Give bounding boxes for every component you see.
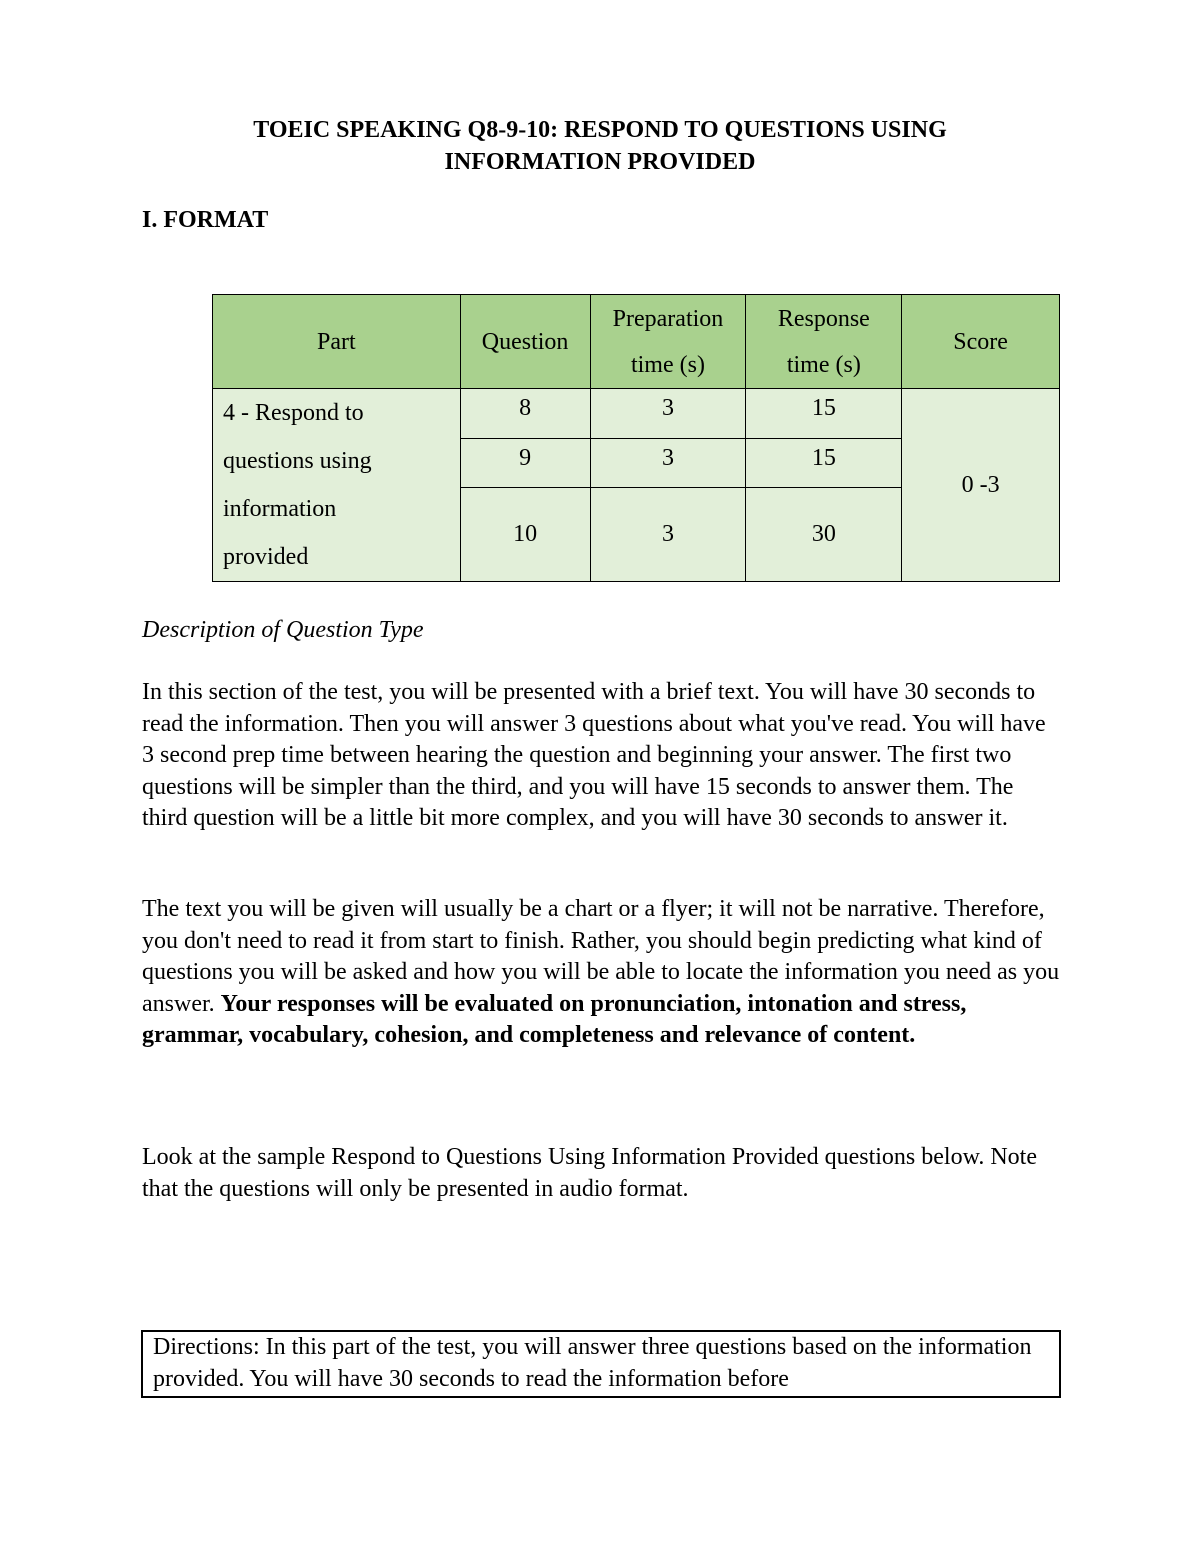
- part-line-1: 4 - Respond to: [223, 400, 364, 426]
- paragraph-evaluation-criteria: Your responses will be evaluated on pronunciation, intonation and stress, grammar, vocabulary, cohesion, and completeness and relevance of content.: [142, 990, 967, 1048]
- header-resp-line1: Response: [777, 305, 870, 332]
- description-label: Description of Question Type: [142, 617, 424, 643]
- title-line-1: TOEIC SPEAKING Q8-9-10: RESPOND TO QUESTIONS USING: [253, 117, 947, 143]
- part-line-3: information: [223, 496, 337, 522]
- header-prep-line1: Preparation: [612, 305, 724, 332]
- paragraph-text-type: [142, 894, 1062, 1052]
- question-cell: 8: [460, 389, 590, 439]
- prep-time-cell: 3: [590, 438, 746, 488]
- prep-time-cell: 3: [590, 488, 746, 582]
- question-cell: 9: [460, 438, 590, 488]
- prep-time-cell: 3: [590, 389, 746, 439]
- header-response-time: [746, 295, 902, 389]
- title-line-2: INFORMATION PROVIDED: [444, 149, 756, 175]
- table-header-row: [213, 295, 1060, 389]
- question-cell: 10: [460, 488, 590, 582]
- part-line-4: provided: [223, 544, 309, 570]
- response-time-cell: 15: [746, 389, 902, 439]
- header-prep-line2: time (s): [630, 351, 705, 378]
- part-cell: [213, 389, 461, 582]
- header-preparation-time: [590, 295, 746, 389]
- paragraph-text-type-plain: The text you will be given will usually be a chart or a flyer; it will not be narrative. Therefore, you don't need to read it from start to finish. Rather, you should begin predicting what kind of questions you will be asked and how you will be able to locate the information you need as you answer.: [142, 896, 1060, 1017]
- format-table: [212, 294, 1060, 582]
- response-time-cell: 15: [746, 438, 902, 488]
- score-cell: 0 -3: [902, 389, 1060, 582]
- directions-box: Directions: In this part of the test, you will answer three questions based on the information provided. You will have 30 seconds to read the information before: [141, 1330, 1061, 1398]
- section-heading-format: I. FORMAT: [142, 207, 269, 233]
- paragraph-sample-note: Look at the sample Respond to Questions Using Information Provided questions below. Note that the questions will only be presented in audio format.: [142, 1144, 1037, 1202]
- header-question: Question: [460, 295, 590, 389]
- paragraph-intro: In this section of the test, you will be presented with a brief text. You will have 30 seconds to read the information. Then you will answer 3 questions about what you've read. You will have 3 second prep time between hearing the question and beginning your answer. The first two questions will be simpler than the third, and you will have 15 seconds to answer them. The third question will be a little bit more complex, and you will have 30 seconds to answer it.: [142, 679, 1046, 831]
- page-title: [142, 114, 1058, 178]
- table-row: [213, 389, 1060, 439]
- response-time-cell: 30: [746, 488, 902, 582]
- header-resp-line2: time (s): [786, 351, 861, 378]
- header-part: Part: [213, 295, 461, 389]
- part-line-2: questions using: [223, 448, 372, 474]
- header-score: Score: [902, 295, 1060, 389]
